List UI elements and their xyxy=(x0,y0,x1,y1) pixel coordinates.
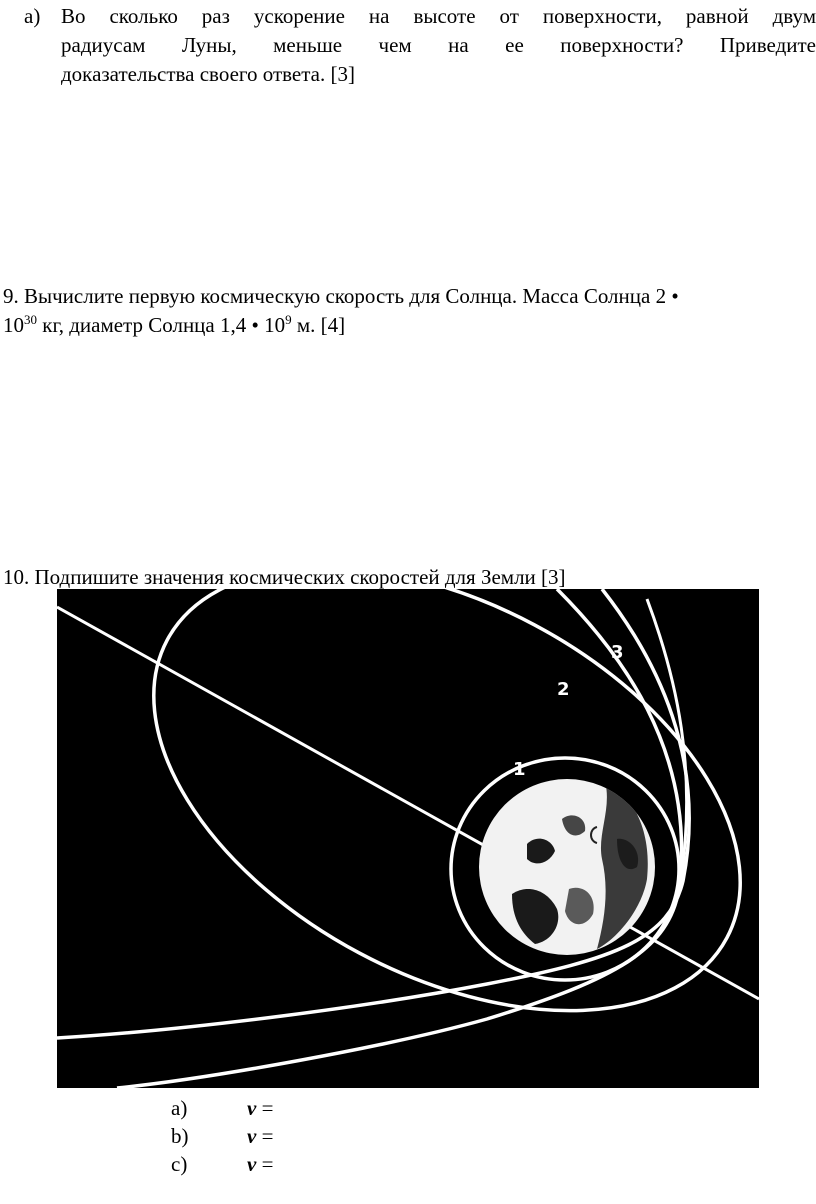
question-9-end: м. [4] xyxy=(291,313,346,337)
question-a-line-3: доказательства своего ответа. [3] xyxy=(61,62,355,86)
question-10: 10. Подпишите значения космических скоростей для Земли [3] xyxy=(3,565,566,589)
trajectory-label-3: 3 xyxy=(611,642,624,663)
question-9-line-2 xyxy=(3,311,798,340)
question-a-label: а) xyxy=(24,4,41,28)
answer-c-label: c) xyxy=(171,1152,188,1176)
answer-a-var: v xyxy=(247,1096,257,1120)
answer-c-eq: = xyxy=(256,1152,274,1176)
answer-b-eq: = xyxy=(256,1124,274,1148)
orbit-elliptical xyxy=(80,589,759,1088)
diameter-exponent: 9 xyxy=(285,312,292,327)
answer-c xyxy=(171,1150,273,1179)
question-9-line-1: 9. Вычислите первую космическую скорость для Солнца. Масса Солнца 2 • xyxy=(3,284,679,308)
orbit-diagram xyxy=(57,589,759,1088)
trajectory-label-2: 2 xyxy=(557,679,570,700)
diameter-text: кг, диаметр Солнца 1,4 • 10 xyxy=(37,313,286,337)
answer-b-label: b) xyxy=(171,1124,189,1148)
answer-c-var: v xyxy=(247,1152,257,1176)
answer-a-label: a) xyxy=(171,1096,188,1120)
answer-b-var: v xyxy=(247,1124,257,1148)
earth-globe xyxy=(479,779,655,955)
trajectory-label-1: 1 xyxy=(513,759,526,780)
answer-a xyxy=(171,1094,273,1123)
mass-base: 10 xyxy=(3,313,24,337)
cosmic-velocity-figure xyxy=(57,589,759,1088)
question-a-line-2: радиусам Луны, меньше чем на ее поверхности? Приведите xyxy=(61,33,816,57)
mass-exponent: 30 xyxy=(24,312,37,327)
question-a-text xyxy=(61,2,816,89)
question-9 xyxy=(3,282,798,340)
question-a xyxy=(24,2,816,89)
answer-a-eq: = xyxy=(256,1096,274,1120)
question-a-line-1: Во сколько раз ускорение на высоте от поверхности, равной двум xyxy=(61,4,816,28)
answer-b xyxy=(171,1122,273,1151)
